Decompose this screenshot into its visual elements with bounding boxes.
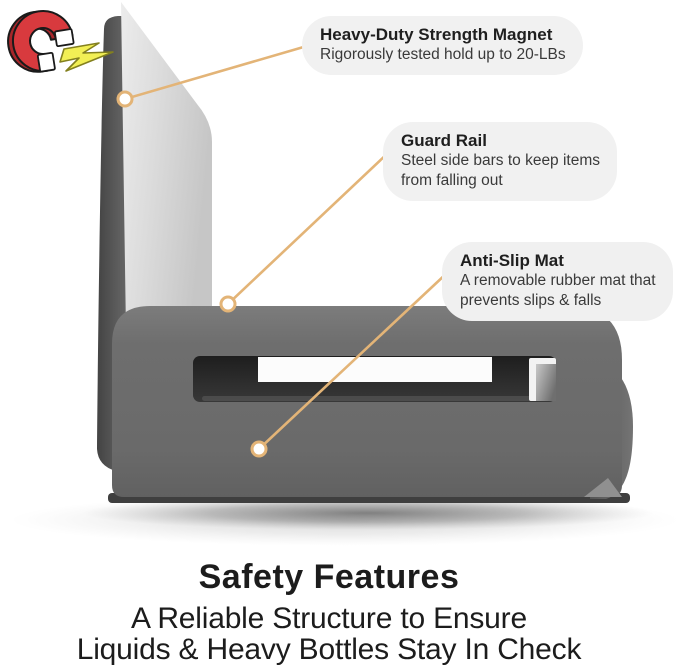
leader-line-guardrail (228, 153, 388, 304)
guard-rail-end-face (536, 364, 556, 401)
subtitle-line-1: A Reliable Structure to Ensure (131, 602, 527, 635)
callout-bubble-guardrail (383, 122, 617, 201)
magnet-icon (0, 0, 82, 84)
magnet-pole-bottom (38, 53, 55, 72)
callout-dot-mat (252, 442, 266, 456)
cutout-bottom-lip (202, 396, 546, 401)
callout-line: prevents slips & falls (460, 292, 602, 309)
back-panel-shape (121, 2, 212, 332)
guard-rail-bar (258, 357, 492, 382)
magnet-pole-top (55, 29, 74, 46)
safety-features-title: Safety Features (198, 558, 460, 596)
callout-bubble-magnet (302, 16, 583, 75)
callout-bubble-anti-slip-mat (442, 242, 673, 321)
callout-title: Anti-Slip Mat (460, 251, 564, 270)
callout-dot-magnet (118, 92, 132, 106)
subtitle-line-2: Liquids & Heavy Bottles Stay In Check (76, 633, 582, 666)
callout-dot-guardrail (221, 297, 235, 311)
callout-line: Steel side bars to keep items (401, 152, 601, 169)
callout-title: Guard Rail (401, 131, 487, 150)
callout-line: A removable rubber mat that (460, 272, 656, 289)
callout-title: Heavy-Duty Strength Magnet (320, 25, 553, 44)
callout-line: from falling out (401, 172, 503, 189)
callout-line: Rigorously tested hold up to 20-LBs (320, 46, 566, 63)
